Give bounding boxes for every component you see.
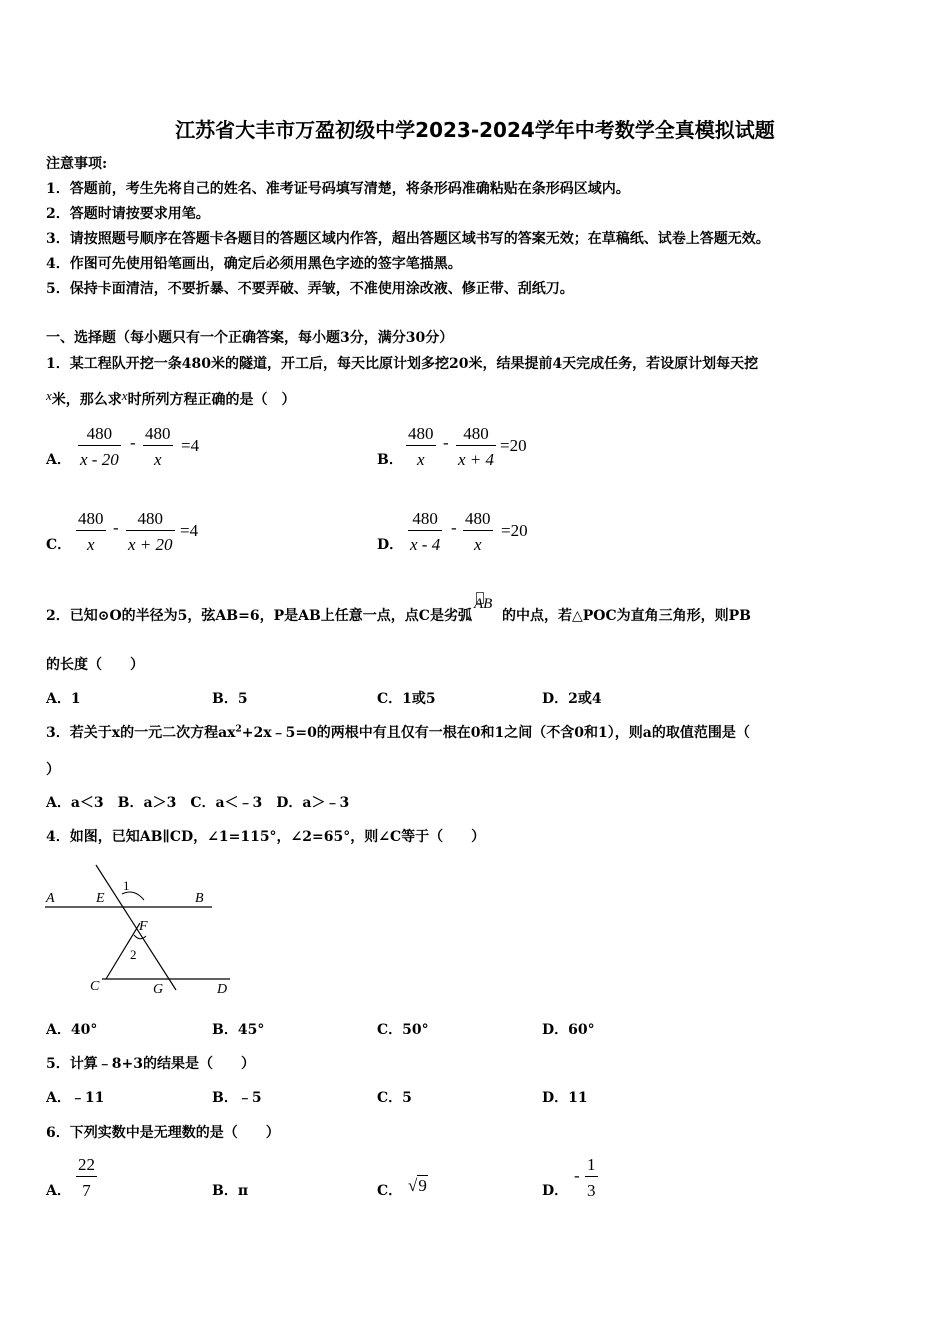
fraction: $\frac{480}{x + 20}$ [128,509,173,554]
question-5-text: 5．计算﹣8+3的结果是（ ） [46,1056,255,1072]
question-3-options: A．a＜3 B．a＞3 C．a＜﹣3 D．a＞﹣3 [46,795,350,811]
fraction: $\frac{480}{x}$ [78,509,104,554]
question-3-text-2: ） [46,762,60,778]
option-d-label: D． [377,537,404,553]
label-d: D [217,982,228,997]
question-2-text: 2．已知⊙O的半径为5，弦AB=6，P是AB上任意一点，点C是劣弧 AB 的中点，若△POC为直角三角形，则PB [46,605,751,625]
minus-sign: - [443,433,449,452]
arc-label: AB [473,596,493,612]
question-6-text: 6．下列实数中是无理数的是（ ） [46,1125,280,1141]
page-title: 江苏省大丰市万盈初级中学2023-2024学年中考数学全真模拟试题 [175,118,775,142]
label-g: G [153,982,164,997]
label-a: A [46,891,55,906]
geometry-figure [40,860,240,1000]
rhs: =4 [181,436,200,455]
option-b: B．45° [212,1022,265,1038]
label-f: F [139,919,148,934]
fraction-1-3: $\frac{1}{3}$ [587,1155,596,1200]
fraction: $\frac{480}{x}$ [408,424,434,469]
label-angle-1: 1 [123,878,130,893]
question-4-text: 4．如图，已知AB∥CD，∠1=115°，∠2=65°，则∠C等于（ ） [46,829,486,845]
question-1-text: 1．某工程队开挖一条480米的隧道，开工后，每天比原计划多挖20米，结果提前4天完成任务，若设原计划每天挖 [46,356,759,372]
fraction-22-7: $\frac{22}{7}$ [78,1155,95,1200]
question-3-text: 3．若关于x的一元二次方程$ax^2+2x﹣5=0$的两根中有且仅有一根在0和1之间（不含0和1），则a的取值范围是（ [46,724,750,741]
option-a-label: A． [46,1183,71,1199]
fraction: $\frac{480}{x}$ [465,509,491,554]
option-a: A．1 [46,691,81,707]
radical-sign: √ [408,1176,418,1195]
option-d: D．11 [542,1090,588,1106]
option-c-label: C． [46,537,72,553]
option-c: C．1或5 [377,691,436,707]
notice-item: 2．答题时请按要求用笔。 [46,206,210,222]
label-b: B [195,891,204,906]
section-heading: 一、选择题（每小题只有一个正确答案，每小题3分，满分30分） [46,330,454,346]
notice-item: 4．作图可先使用铅笔画出，确定后必须用黑色字迹的签字笔描黑。 [46,256,462,272]
option-c: C．5 [377,1090,412,1106]
notice-item: 1．答题前，考生先将自己的姓名、准考证号码填写清楚，将条形码准确粘贴在条形码区域内。 [46,181,630,197]
label-e: E [96,891,105,906]
option-b-label: B． [377,452,403,468]
notice-item: 5．保持卡面清洁，不要折暴、不要弄破、弄皱，不准使用涂改液、修正带、刮纸刀。 [46,281,574,297]
fraction: $\frac{480}{x + 4}$ [458,424,495,469]
rhs: =20 [501,521,528,540]
notice-item: 3．请按照题号顺序在答题卡各题目的答题区域内作答，超出答题区域书写的答案无效；在草稿纸、试卷上答题无效。 [46,231,770,247]
option-a: A．40° [46,1022,98,1038]
angle-1-arc [122,892,144,900]
minus-sign: - [130,433,136,452]
angle-2-arc [134,935,146,939]
minus-sign: - [113,518,119,537]
minus-sign: - [451,518,457,537]
label-c: C [90,979,100,994]
fraction: $\frac{480}{x - 20}$ [80,424,119,469]
label-angle-2: 2 [130,947,137,962]
option-d: D．2或4 [542,691,602,707]
option-d: D．60° [542,1022,595,1038]
option-a-label: A． [46,452,71,468]
question-2-text-2: 的长度（ ） [46,657,144,673]
rhs: =20 [500,436,527,455]
transversal [96,865,176,990]
fraction: $\frac{480}{x}$ [145,424,171,469]
option-d-label: D． [542,1183,569,1199]
option-c-label: C． [377,1183,403,1199]
option-c: C．50° [377,1022,429,1038]
option-b: B．﹣5 [212,1090,262,1106]
fraction: $\frac{480}{x - 4}$ [410,509,441,554]
question-1-text-2: x米，那么求x时所列方程正确的是（ ） [46,388,296,408]
option-b: B．π [212,1183,249,1199]
sqrt-9: √9 [408,1176,427,1195]
notice-heading: 注意事项: [46,156,108,172]
rhs: =4 [180,521,199,540]
option-b: B．5 [212,691,248,707]
option-a: A．﹣11 [46,1090,105,1106]
minus-sign: - [574,1166,580,1185]
